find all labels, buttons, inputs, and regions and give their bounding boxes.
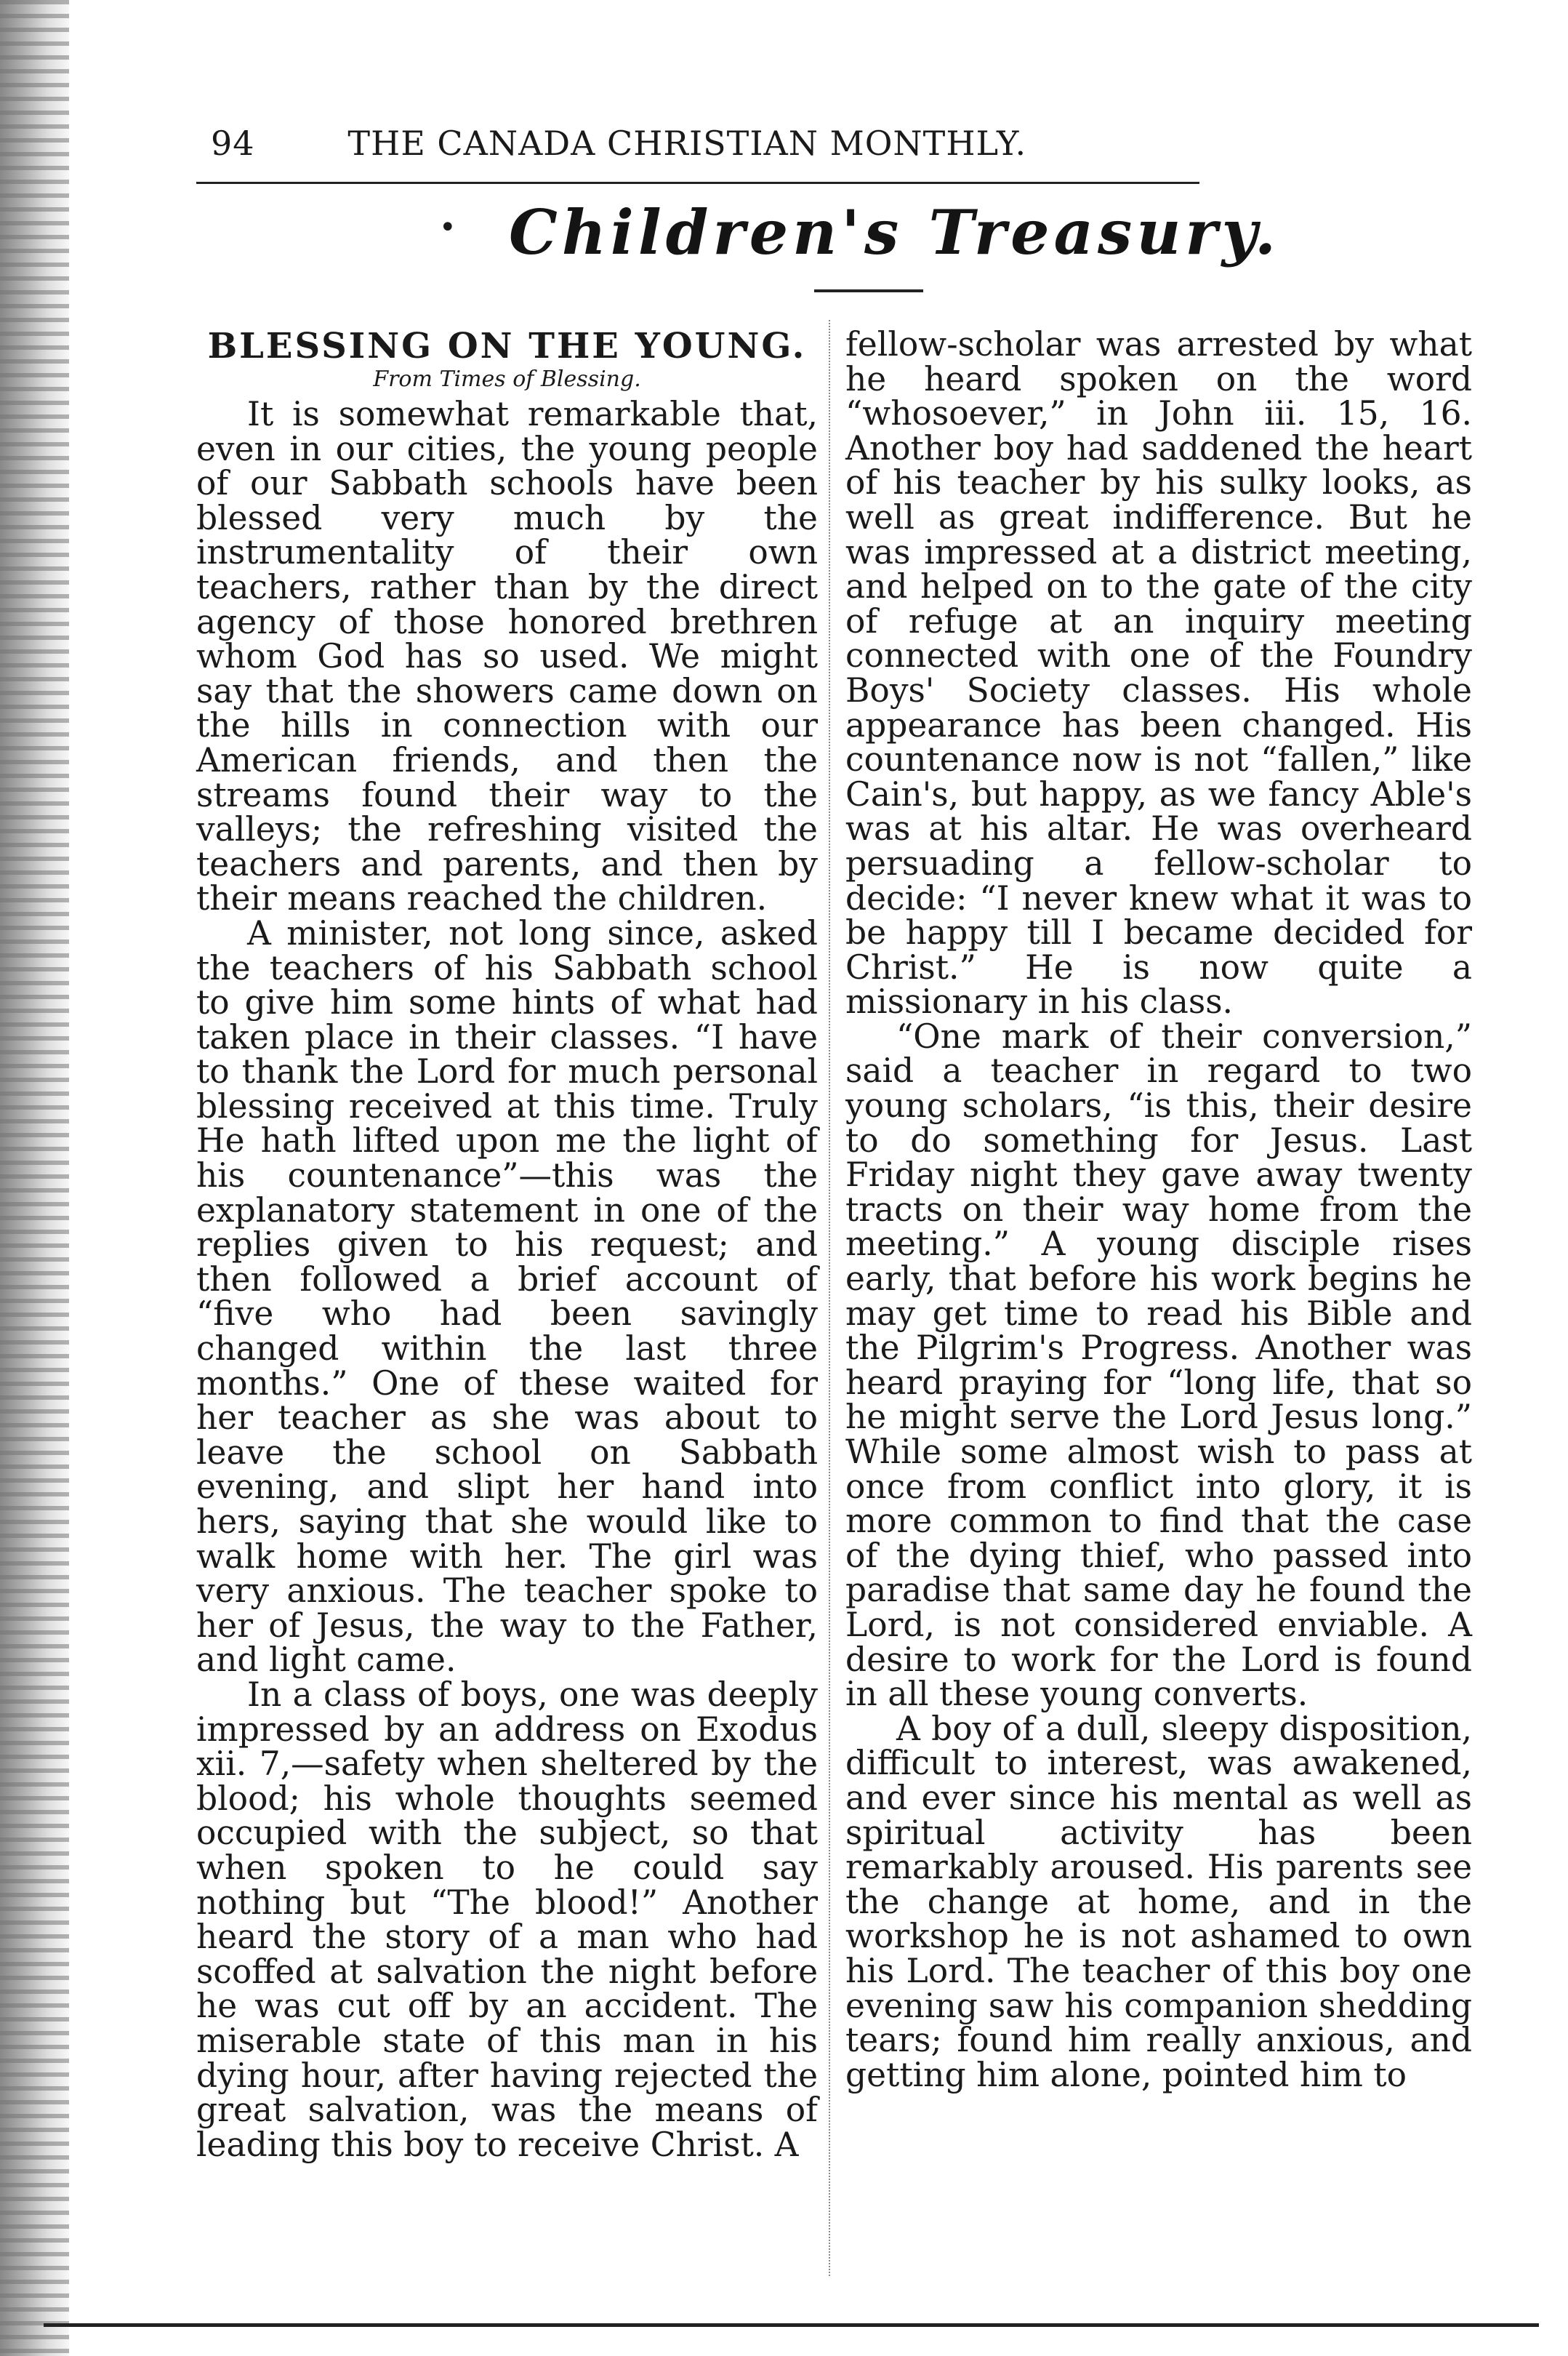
paragraph: A boy of a dull, sleepy disposition, difficult to interest, was awakened, and ever since his mental as well as spiritual activity has been remarkably aroused. His parents see the change at home, and in the workshop he is not ashamed to own his Lord. The teacher of this boy one evening saw his companion shedding tears; found him really anxious, and getting him alone, pointed him to xyxy=(845,1709,1472,2094)
title-rule xyxy=(814,289,923,292)
paragraph-continued: fellow-scholar was arrested by what he heard spoken on the word “whosoever,” in John iii. 15, 16. Another boy had saddened the heart of his teacher by his sulky looks, as well as great indifference. But he was impressed at a district meeting, and helped on to the gate of the city of refuge at an inquiry meeting connected with one of the Foundry Boys' Society classes. His whole appearance has been changed. His countenance now is not “fallen,” like Cain's, but happy, as we fancy Able's was at his altar. He was overheard persuading a fellow-scholar to decide: “I never knew what it was to be happy till I became decided for Christ.” He is now quite a missionary in his class. xyxy=(845,325,1472,1022)
page-binding-edge xyxy=(0,0,69,2356)
paragraph: It is somewhat remarkable that, even in our cities, the young people of our Sabbath schools have been blessed very much by the instrumentality of their own teachers, rather than by the direct agency of those honored brethren whom God has so used. We might say that the showers came down on the hills in connection with our American friends, and then the streams found their way to the valleys; the refreshing visited the teachers and parents, and then by their means reached the children. xyxy=(196,395,818,918)
section-title: Children's Treasury. xyxy=(509,196,1281,268)
article-source: From Times of Blessing. xyxy=(373,366,641,392)
article-title: BLESSING ON THE YOUNG. xyxy=(207,326,807,366)
ornament-dot: • xyxy=(439,211,457,244)
paragraph: “One mark of their conversion,” said a teacher in regard to two young scholars, “is this, their desire to do something for Jesus. Last Friday night they gave away twenty tracts on their way home from the meeting.” A young disciple rises early, that before his work begins he may get time to read his Bible and the Pilgrim's Progress. Another was heard praying for “long life, that so he might serve the Lord Jesus long.” While some almost wish to pass at once from conflict into glory, it is more common to find that the case of the dying thief, who passed into paradise that same day he found the Lord, is not considered enviable. A desire to work for the Lord is found in all these young converts. xyxy=(845,1017,1472,1714)
page-number: 94 xyxy=(211,124,255,163)
header-rule xyxy=(196,182,1199,184)
page-header xyxy=(211,124,1149,163)
running-title: THE CANADA CHRISTIAN MONTHLY. xyxy=(347,124,1027,163)
left-column xyxy=(196,327,818,2162)
paragraph: A minister, not long since, asked the teachers of his Sabbath school to give him some hints of what had taken place in their classes. “I have to thank the Lord for much personal blessing received at this time. Truly He hath lifted upon me the light of his countenance”—this was the explanatory statement in one of the replies given to his request; and then followed a brief account of “five who had been savingly changed within the last three months.” One of these waited for her teacher as she was about to leave the school on Sabbath evening, and slipt her hand into hers, saying that she would like to walk home with her. The girl was very anxious. The teacher spoke to her of Jesus, the way to the Father, and light came. xyxy=(196,913,818,1680)
bottom-rule xyxy=(44,2323,1539,2327)
column-divider xyxy=(829,320,830,2276)
paragraph: In a class of boys, one was deeply impressed by an address on Exodus xii. 7,—safety when sheltered by the blood; his whole thoughts seemed occupied with the subject, so that when spoken to he could say nothing but “The blood!” Another heard the story of a man who had scoffed at salvation the night before he was cut off by an accident. The miserable state of this man in his dying hour, after having rejected the great salvation, was the means of leading this boy to receive Christ. A xyxy=(196,1675,818,2164)
right-column xyxy=(845,327,1472,2092)
